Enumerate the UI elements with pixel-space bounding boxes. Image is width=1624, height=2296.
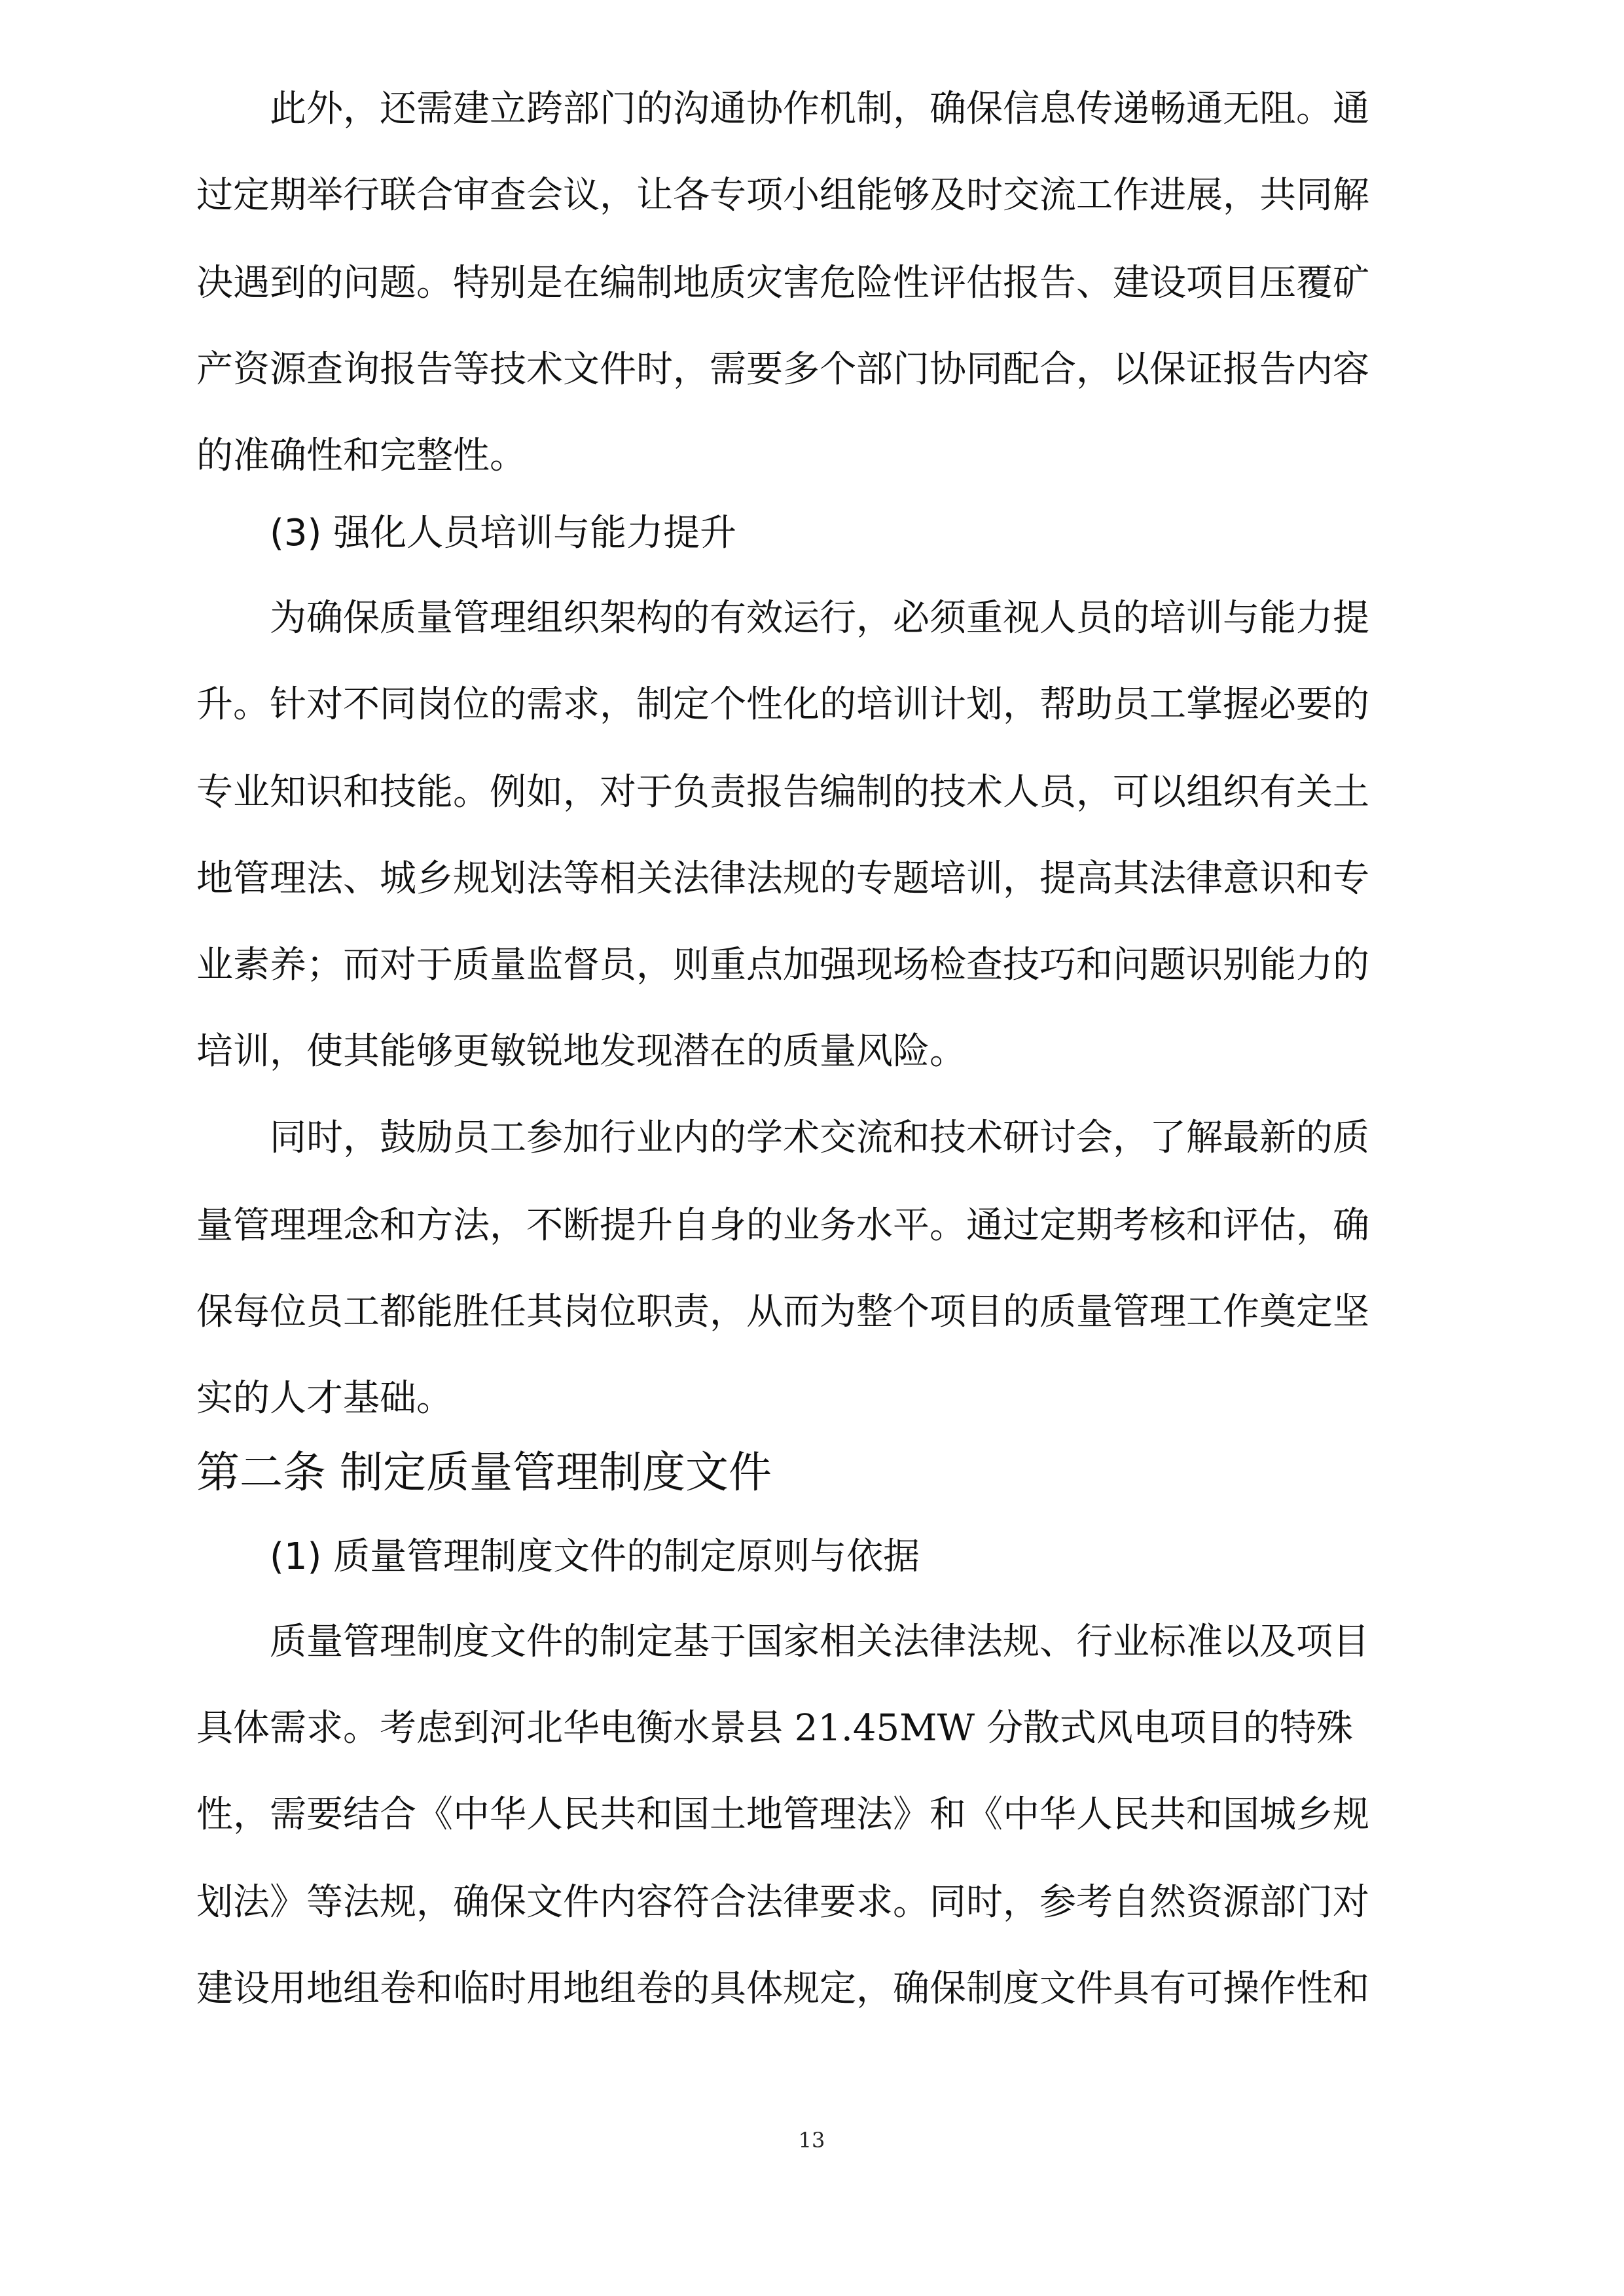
subheading: (1) 质量管理制度文件的制定原则与依据 [270, 1535, 920, 1578]
paragraph-line: 为确保质量管理组织架构的有效运行，必须重视人员的培训与能力提 [270, 597, 1369, 639]
paragraph-line: 具体需求。考虑到河北华电衡水景县 21.45MW 分散式风电项目的特殊 [196, 1707, 1353, 1749]
subheading: (3) 强化人员培训与能力提升 [270, 512, 737, 554]
paragraph-line: 此外，还需建立跨部门的沟通协作机制，确保信息传递畅通无阻。通 [270, 88, 1369, 130]
paragraph-line: 同时，鼓励员工参加行业内的学术交流和技术研讨会，了解最新的质 [270, 1117, 1369, 1159]
paragraph-line: 培训，使其能够更敏锐地发现潜在的质量风险。 [196, 1030, 966, 1073]
paragraph-line: 量管理理念和方法，不断提升自身的业务水平。通过定期考核和评估，确 [196, 1204, 1369, 1247]
paragraph-line: 保每位员工都能胜任其岗位职责，从而为整个项目的质量管理工作奠定坚 [196, 1291, 1369, 1333]
paragraph-line: 业素养；而对于质量监督员，则重点加强现场检查技巧和问题识别能力的 [196, 944, 1369, 986]
page-number: 13 [798, 2128, 825, 2153]
section-heading: 第二条 制定质量管理制度文件 [196, 1447, 772, 1498]
paragraph-line: 建设用地组卷和临时用地组卷的具体规定，确保制度文件具有可操作性和 [196, 1967, 1369, 2010]
paragraph-line: 专业知识和技能。例如，对于负责报告编制的技术人员，可以组织有关土 [196, 771, 1369, 814]
paragraph-line: 划法》等法规，确保文件内容符合法律要求。同时，参考自然资源部门对 [196, 1881, 1369, 1924]
paragraph-line: 质量管理制度文件的制定基于国家相关法律法规、行业标准以及项目 [270, 1621, 1369, 1663]
paragraph-line: 过定期举行联合审查会议，让各专项小组能够及时交流工作进展，共同解 [196, 174, 1369, 217]
paragraph-line: 实的人才基础。 [196, 1377, 453, 1420]
paragraph-line: 决遇到的问题。特别是在编制地质灾害危险性评估报告、建设项目压覆矿 [196, 262, 1369, 304]
paragraph-line: 的准确性和完整性。 [196, 435, 526, 477]
paragraph-line: 地管理法、城乡规划法等相关法律法规的专题培训，提高其法律意识和专 [196, 857, 1369, 900]
paragraph-line: 性，需要结合《中华人民共和国土地管理法》和《中华人民共和国城乡规 [196, 1793, 1369, 1836]
paragraph-line: 升。针对不同岗位的需求，制定个性化的培训计划，帮助员工掌握必要的 [196, 683, 1369, 726]
paragraph-line: 产资源查询报告等技术文件时，需要多个部门协同配合，以保证报告内容 [196, 348, 1369, 391]
